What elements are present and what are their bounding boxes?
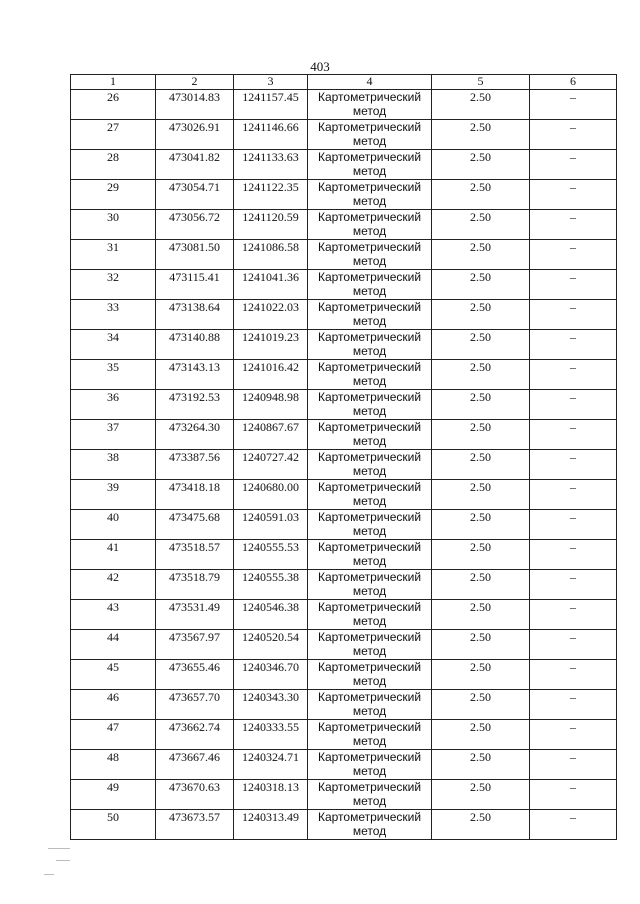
x-coordinate-cell: 473667.46	[156, 750, 234, 780]
y-coordinate-cell: 1240555.53	[234, 540, 308, 570]
point-number-cell: 34	[71, 330, 156, 360]
x-coordinate-cell: 473140.88	[156, 330, 234, 360]
table-row	[71, 120, 617, 150]
note-cell: –	[530, 390, 617, 420]
method-cell: Картометрический метод	[308, 330, 432, 360]
method-cell: Картометрический метод	[308, 660, 432, 690]
table-row	[71, 300, 617, 330]
note-cell: –	[530, 690, 617, 720]
x-coordinate-cell: 473531.49	[156, 600, 234, 630]
point-number-cell: 33	[71, 300, 156, 330]
point-number-cell: 47	[71, 720, 156, 750]
method-cell: Картометрический метод	[308, 270, 432, 300]
note-cell: –	[530, 570, 617, 600]
x-coordinate-cell: 473014.83	[156, 90, 234, 120]
note-cell: –	[530, 750, 617, 780]
x-coordinate-cell: 473041.82	[156, 150, 234, 180]
x-coordinate-cell: 473657.70	[156, 690, 234, 720]
point-number-cell: 37	[71, 420, 156, 450]
note-cell: –	[530, 120, 617, 150]
y-coordinate-cell: 1241016.42	[234, 360, 308, 390]
accuracy-cell: 2.50	[432, 300, 530, 330]
note-cell: –	[530, 480, 617, 510]
method-cell: Картометрический метод	[308, 90, 432, 120]
table-row	[71, 750, 617, 780]
point-number-cell: 36	[71, 390, 156, 420]
table-row	[71, 420, 617, 450]
y-coordinate-cell: 1241019.23	[234, 330, 308, 360]
note-cell: –	[530, 630, 617, 660]
point-number-cell: 46	[71, 690, 156, 720]
y-coordinate-cell: 1240948.98	[234, 390, 308, 420]
x-coordinate-cell: 473518.57	[156, 540, 234, 570]
scan-speck	[44, 874, 54, 875]
accuracy-cell: 2.50	[432, 120, 530, 150]
table-row	[71, 660, 617, 690]
y-coordinate-cell: 1240555.38	[234, 570, 308, 600]
table-row	[71, 360, 617, 390]
note-cell: –	[530, 360, 617, 390]
point-number-cell: 35	[71, 360, 156, 390]
y-coordinate-cell: 1240324.71	[234, 750, 308, 780]
point-number-cell: 41	[71, 540, 156, 570]
table-row	[71, 90, 617, 120]
column-number-cell: 2	[156, 75, 234, 90]
accuracy-cell: 2.50	[432, 180, 530, 210]
accuracy-cell: 2.50	[432, 510, 530, 540]
y-coordinate-cell: 1240343.30	[234, 690, 308, 720]
table-row	[71, 270, 617, 300]
accuracy-cell: 2.50	[432, 390, 530, 420]
method-cell: Картометрический метод	[308, 570, 432, 600]
accuracy-cell: 2.50	[432, 90, 530, 120]
x-coordinate-cell: 473115.41	[156, 270, 234, 300]
point-number-cell: 31	[71, 240, 156, 270]
note-cell: –	[530, 810, 617, 840]
accuracy-cell: 2.50	[432, 480, 530, 510]
accuracy-cell: 2.50	[432, 420, 530, 450]
table-row	[71, 180, 617, 210]
table-row	[71, 480, 617, 510]
accuracy-cell: 2.50	[432, 450, 530, 480]
method-cell: Картометрический метод	[308, 750, 432, 780]
accuracy-cell: 2.50	[432, 690, 530, 720]
point-number-cell: 42	[71, 570, 156, 600]
accuracy-cell: 2.50	[432, 630, 530, 660]
column-number-cell: 1	[71, 75, 156, 90]
method-cell: Картометрический метод	[308, 780, 432, 810]
table-row	[71, 690, 617, 720]
note-cell: –	[530, 240, 617, 270]
note-cell: –	[530, 90, 617, 120]
point-number-cell: 32	[71, 270, 156, 300]
point-number-cell: 27	[71, 120, 156, 150]
point-number-cell: 40	[71, 510, 156, 540]
note-cell: –	[530, 210, 617, 240]
accuracy-cell: 2.50	[432, 360, 530, 390]
method-cell: Картометрический метод	[308, 420, 432, 450]
x-coordinate-cell: 473264.30	[156, 420, 234, 450]
y-coordinate-cell: 1240546.38	[234, 600, 308, 630]
point-number-cell: 43	[71, 600, 156, 630]
y-coordinate-cell: 1241157.45	[234, 90, 308, 120]
y-coordinate-cell: 1240520.54	[234, 630, 308, 660]
x-coordinate-cell: 473143.13	[156, 360, 234, 390]
x-coordinate-cell: 473387.56	[156, 450, 234, 480]
table-row	[71, 720, 617, 750]
method-cell: Картометрический метод	[308, 540, 432, 570]
point-number-cell: 44	[71, 630, 156, 660]
x-coordinate-cell: 473518.79	[156, 570, 234, 600]
y-coordinate-cell: 1241041.36	[234, 270, 308, 300]
column-number-cell: 3	[234, 75, 308, 90]
accuracy-cell: 2.50	[432, 210, 530, 240]
table-row	[71, 510, 617, 540]
method-cell: Картометрический метод	[308, 720, 432, 750]
method-cell: Картометрический метод	[308, 300, 432, 330]
accuracy-cell: 2.50	[432, 810, 530, 840]
y-coordinate-cell: 1241120.59	[234, 210, 308, 240]
point-number-cell: 49	[71, 780, 156, 810]
accuracy-cell: 2.50	[432, 660, 530, 690]
y-coordinate-cell: 1240680.00	[234, 480, 308, 510]
y-coordinate-cell: 1241122.35	[234, 180, 308, 210]
point-number-cell: 28	[71, 150, 156, 180]
note-cell: –	[530, 450, 617, 480]
table-body	[71, 75, 617, 840]
method-cell: Картометрический метод	[308, 450, 432, 480]
point-number-cell: 50	[71, 810, 156, 840]
table-row	[71, 150, 617, 180]
column-number-row	[71, 75, 617, 90]
method-cell: Картометрический метод	[308, 600, 432, 630]
y-coordinate-cell: 1241086.58	[234, 240, 308, 270]
y-coordinate-cell: 1240333.55	[234, 720, 308, 750]
x-coordinate-cell: 473475.68	[156, 510, 234, 540]
accuracy-cell: 2.50	[432, 600, 530, 630]
y-coordinate-cell: 1240346.70	[234, 660, 308, 690]
method-cell: Картометрический метод	[308, 120, 432, 150]
note-cell: –	[530, 600, 617, 630]
page-number: 403	[310, 59, 330, 74]
note-cell: –	[530, 720, 617, 750]
method-cell: Картометрический метод	[308, 210, 432, 240]
accuracy-cell: 2.50	[432, 240, 530, 270]
method-cell: Картометрический метод	[308, 630, 432, 660]
accuracy-cell: 2.50	[432, 780, 530, 810]
table-row	[71, 810, 617, 840]
point-number-cell: 29	[71, 180, 156, 210]
method-cell: Картометрический метод	[308, 150, 432, 180]
note-cell: –	[530, 180, 617, 210]
accuracy-cell: 2.50	[432, 270, 530, 300]
accuracy-cell: 2.50	[432, 750, 530, 780]
x-coordinate-cell: 473192.53	[156, 390, 234, 420]
x-coordinate-cell: 473418.18	[156, 480, 234, 510]
point-number-cell: 38	[71, 450, 156, 480]
table-row	[71, 630, 617, 660]
scan-speck	[48, 848, 70, 849]
y-coordinate-cell: 1240727.42	[234, 450, 308, 480]
table-row	[71, 210, 617, 240]
x-coordinate-cell: 473662.74	[156, 720, 234, 750]
method-cell: Картометрический метод	[308, 480, 432, 510]
method-cell: Картометрический метод	[308, 390, 432, 420]
coordinates-table	[70, 74, 617, 840]
point-number-cell: 39	[71, 480, 156, 510]
x-coordinate-cell: 473081.50	[156, 240, 234, 270]
table-row	[71, 390, 617, 420]
y-coordinate-cell: 1240591.03	[234, 510, 308, 540]
point-number-cell: 30	[71, 210, 156, 240]
accuracy-cell: 2.50	[432, 330, 530, 360]
scan-speck	[56, 860, 70, 861]
point-number-cell: 26	[71, 90, 156, 120]
accuracy-cell: 2.50	[432, 150, 530, 180]
y-coordinate-cell: 1241133.63	[234, 150, 308, 180]
x-coordinate-cell: 473673.57	[156, 810, 234, 840]
method-cell: Картометрический метод	[308, 510, 432, 540]
y-coordinate-cell: 1240313.49	[234, 810, 308, 840]
note-cell: –	[530, 660, 617, 690]
note-cell: –	[530, 150, 617, 180]
x-coordinate-cell: 473054.71	[156, 180, 234, 210]
accuracy-cell: 2.50	[432, 720, 530, 750]
x-coordinate-cell: 473567.97	[156, 630, 234, 660]
point-number-cell: 48	[71, 750, 156, 780]
method-cell: Картометрический метод	[308, 180, 432, 210]
column-number-cell: 5	[432, 75, 530, 90]
method-cell: Картометрический метод	[308, 240, 432, 270]
accuracy-cell: 2.50	[432, 570, 530, 600]
note-cell: –	[530, 420, 617, 450]
x-coordinate-cell: 473056.72	[156, 210, 234, 240]
note-cell: –	[530, 330, 617, 360]
column-number-cell: 6	[530, 75, 617, 90]
x-coordinate-cell: 473026.91	[156, 120, 234, 150]
table-row	[71, 450, 617, 480]
table-row	[71, 600, 617, 630]
table-row	[71, 240, 617, 270]
note-cell: –	[530, 270, 617, 300]
method-cell: Картометрический метод	[308, 810, 432, 840]
note-cell: –	[530, 300, 617, 330]
x-coordinate-cell: 473670.63	[156, 780, 234, 810]
table-row	[71, 330, 617, 360]
table-row	[71, 780, 617, 810]
table-row	[71, 570, 617, 600]
y-coordinate-cell: 1240318.13	[234, 780, 308, 810]
point-number-cell: 45	[71, 660, 156, 690]
y-coordinate-cell: 1241022.03	[234, 300, 308, 330]
method-cell: Картометрический метод	[308, 360, 432, 390]
table-row	[71, 540, 617, 570]
x-coordinate-cell: 473655.46	[156, 660, 234, 690]
method-cell: Картометрический метод	[308, 690, 432, 720]
x-coordinate-cell: 473138.64	[156, 300, 234, 330]
y-coordinate-cell: 1240867.67	[234, 420, 308, 450]
note-cell: –	[530, 780, 617, 810]
note-cell: –	[530, 540, 617, 570]
column-number-cell: 4	[308, 75, 432, 90]
accuracy-cell: 2.50	[432, 540, 530, 570]
y-coordinate-cell: 1241146.66	[234, 120, 308, 150]
note-cell: –	[530, 510, 617, 540]
